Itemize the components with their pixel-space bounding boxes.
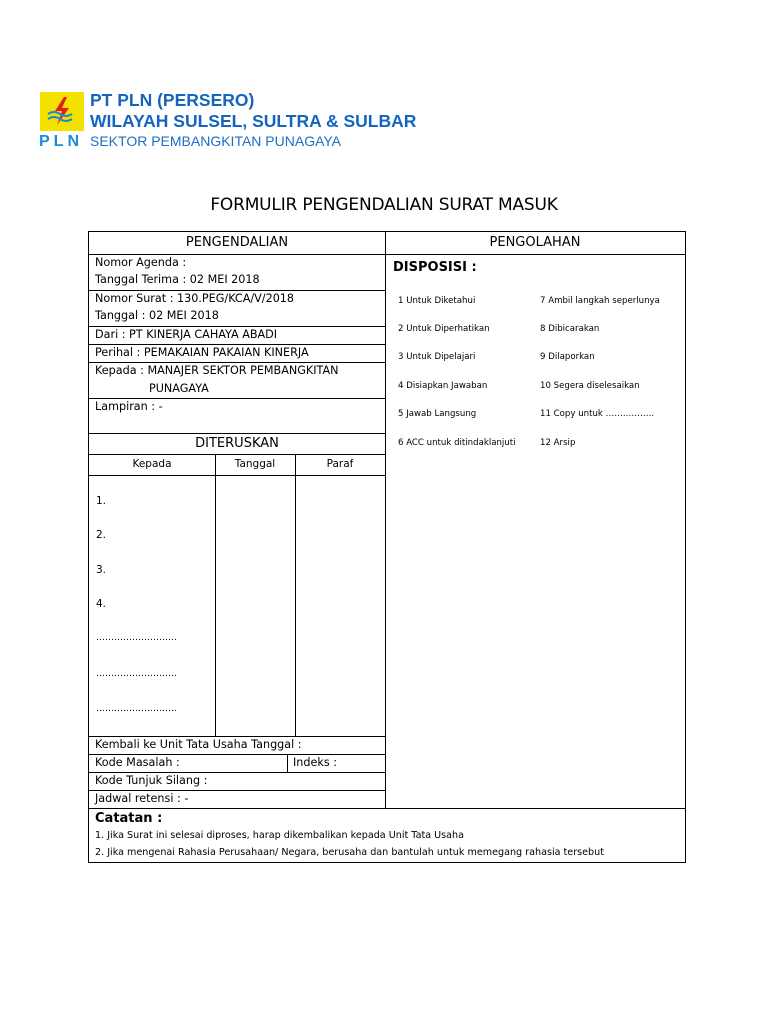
header-line bbox=[89, 254, 685, 255]
nomor-agenda: Nomor Agenda : bbox=[95, 256, 187, 269]
indeks: Indeks : bbox=[293, 756, 338, 769]
row-line bbox=[89, 398, 385, 399]
logo-text: PLN bbox=[39, 133, 83, 150]
disposisi-item-12: 12 Arsip bbox=[540, 438, 576, 448]
company-name: PT PLN (PERSERO) bbox=[90, 90, 255, 110]
disposisi-item-8: 8 Dibicarakan bbox=[540, 324, 600, 334]
catatan-heading: Catatan : bbox=[95, 811, 163, 826]
main-divider bbox=[385, 232, 386, 808]
jadwal-retensi: Jadwal retensi : - bbox=[95, 792, 189, 805]
row-line bbox=[89, 475, 385, 476]
row-line bbox=[89, 736, 385, 737]
col-tanggal: Tanggal bbox=[234, 458, 276, 470]
tanggal-surat: Tanggal : 02 MEI 2018 bbox=[95, 309, 219, 322]
forward-row-2: 2. bbox=[96, 529, 107, 541]
forward-row-7: ……………………… bbox=[96, 704, 177, 714]
kembali-tanggal: Kembali ke Unit Tata Usaha Tanggal : bbox=[95, 738, 302, 751]
pln-logo bbox=[38, 92, 86, 152]
disposisi-item-10: 10 Segera diselesaikan bbox=[540, 381, 640, 391]
row-line bbox=[89, 754, 385, 755]
kode-tunjuk-silang: Kode Tunjuk Silang : bbox=[95, 774, 208, 787]
pengolahan-heading: PENGOLAHAN bbox=[489, 235, 581, 250]
disposisi-item-11: 11 Copy untuk …………….. bbox=[540, 409, 655, 419]
catatan-note-2: 2. Jika mengenai Rahasia Perusahaan/ Negara, berusaha dan bantulah untuk memegang rahasia tersebut bbox=[95, 847, 604, 858]
lampiran: Lampiran : - bbox=[95, 400, 163, 413]
perihal: Perihal : PEMAKAIAN PAKAIAN KINERJA bbox=[95, 346, 309, 359]
forward-row-5: ……………………… bbox=[96, 633, 177, 643]
disposisi-item-6: 6 ACC untuk ditindaklanjuti bbox=[398, 438, 516, 448]
disposisi-item-2: 2 Untuk Diperhatikan bbox=[398, 324, 490, 334]
disposisi-item-3: 3 Untuk Dipelajari bbox=[398, 352, 476, 362]
catatan-line bbox=[89, 808, 685, 809]
row-line bbox=[89, 772, 385, 773]
disposisi-item-7: 7 Ambil langkah seperlunya bbox=[540, 296, 660, 306]
disposisi-item-4: 4 Disiapkan Jawaban bbox=[398, 381, 488, 391]
company-sector: SEKTOR PEMBANGKITAN PUNAGAYA bbox=[90, 133, 342, 149]
company-region: WILAYAH SULSEL, SULTRA & SULBAR bbox=[90, 111, 417, 131]
catatan-note-1: 1. Jika Surat ini selesai diproses, harap dikembalikan kepada Unit Tata Usaha bbox=[95, 830, 465, 841]
row-line bbox=[89, 344, 385, 345]
pengendalian-heading: PENGENDALIAN bbox=[185, 235, 289, 250]
indeks-divider bbox=[287, 754, 288, 772]
kepada-line1: Kepada : MANAJER SEKTOR PEMBANGKITAN bbox=[95, 364, 339, 377]
lightning-logo-icon bbox=[40, 92, 84, 131]
row-line bbox=[89, 290, 385, 291]
col-divider bbox=[295, 454, 296, 736]
disposisi-item-1: 1 Untuk Diketahui bbox=[398, 296, 476, 306]
col-kepada: Kepada bbox=[132, 458, 172, 470]
diteruskan-heading: DITERUSKAN bbox=[195, 436, 279, 451]
disposisi-item-5: 5 Jawab Langsung bbox=[398, 409, 477, 419]
row-line bbox=[89, 433, 385, 434]
nomor-surat: Nomor Surat : 130.PEG/KCA/V/2018 bbox=[95, 292, 295, 305]
col-paraf: Paraf bbox=[326, 458, 354, 470]
row-line bbox=[89, 790, 385, 791]
tanggal-terima: Tanggal Terima : 02 MEI 2018 bbox=[95, 273, 260, 286]
form-title: FORMULIR PENGENDALIAN SURAT MASUK bbox=[210, 195, 558, 215]
row-line bbox=[89, 326, 385, 327]
forward-row-4: 4. bbox=[96, 598, 107, 610]
disposisi-heading: DISPOSISI : bbox=[393, 260, 477, 275]
forward-row-6: ……………………… bbox=[96, 669, 177, 679]
dari: Dari : PT KINERJA CAHAYA ABADI bbox=[95, 328, 278, 341]
row-line bbox=[89, 362, 385, 363]
kode-masalah: Kode Masalah : bbox=[95, 756, 180, 769]
company-header bbox=[90, 90, 416, 150]
forward-row-1: 1. bbox=[96, 495, 107, 507]
disposisi-item-9: 9 Dilaporkan bbox=[540, 352, 595, 362]
row-line bbox=[89, 454, 385, 455]
col-divider bbox=[215, 454, 216, 736]
kepada-line2: PUNAGAYA bbox=[149, 382, 209, 395]
form-table bbox=[88, 231, 686, 863]
forward-row-3: 3. bbox=[96, 564, 107, 576]
